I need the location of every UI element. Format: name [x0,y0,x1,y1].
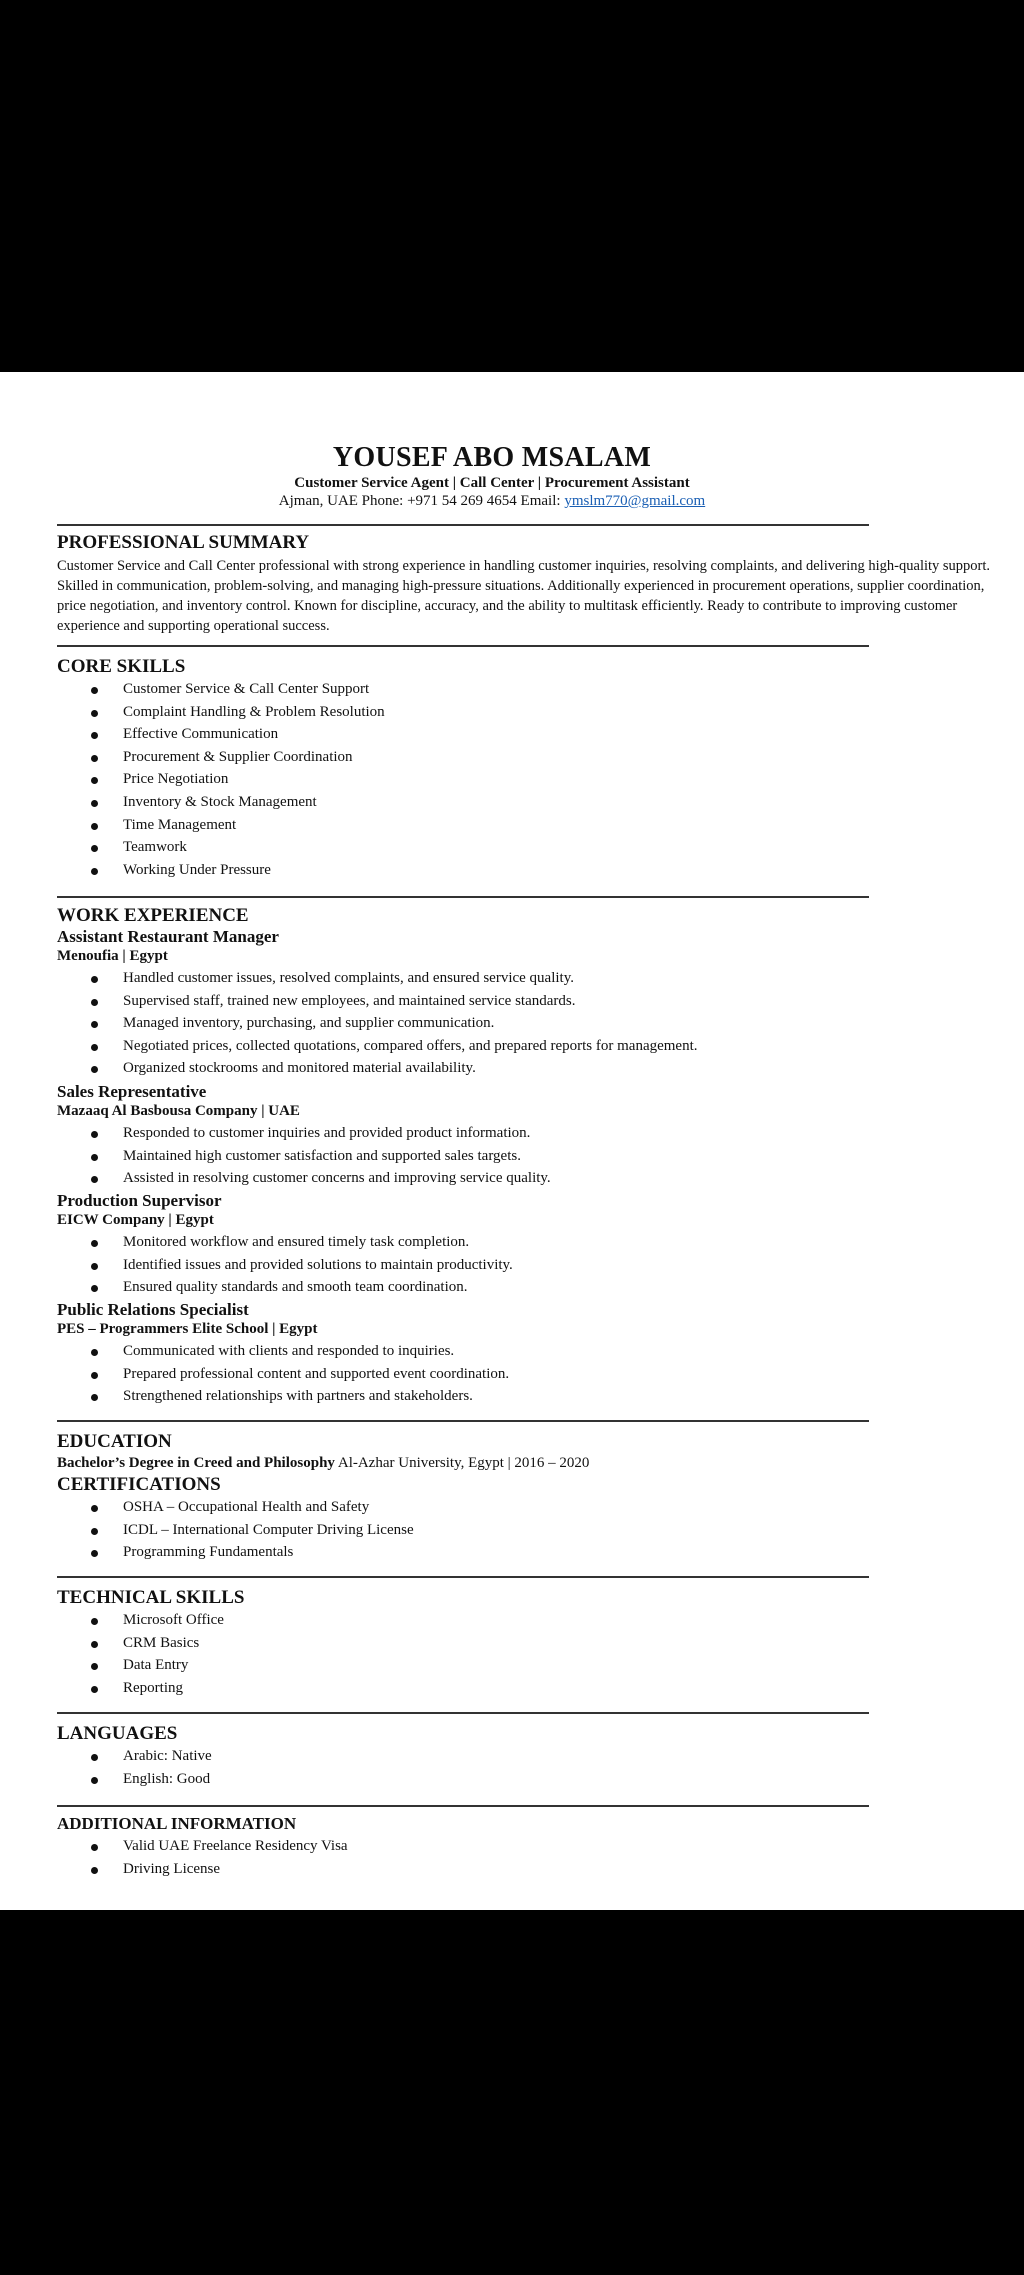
bullet-icon [91,732,98,739]
section-title-certifications: CERTIFICATIONS [57,1474,221,1495]
duty-text: Negotiated prices, collected quotations, compared offers, and prepared reports for management. [123,1037,698,1054]
job-duties-list [57,1340,509,1408]
education-degree: Bachelor’s Degree in Creed and Philosophy [57,1455,335,1471]
duty-text: Identified issues and provided solutions to maintain productivity. [123,1256,513,1273]
duty-text: Communicated with clients and responded to inquiries. [123,1343,455,1359]
education-entry [57,1455,589,1472]
core-skill-text: Working Under Pressure [123,861,271,878]
list-item [57,1276,513,1299]
language-text: Arabic: Native [123,1748,212,1764]
list-item [57,1167,551,1190]
list-item [57,1385,509,1408]
bullet-icon [91,868,98,875]
divider [57,524,869,526]
bullet-icon [91,777,98,784]
bullet-icon [91,1663,98,1670]
certification-text: Programming Fundamentals [123,1544,294,1561]
core-skill-text: Customer Service & Call Center Support [123,681,370,697]
divider [57,896,869,898]
divider [57,645,869,647]
section-title-languages: LANGUAGES [57,1723,178,1744]
bullet-icon [91,1777,98,1784]
email-link[interactable]: ymslm770@gmail.com [564,493,706,509]
section-title-education: EDUCATION [57,1431,172,1452]
list-item [57,1363,509,1386]
languages-list [57,1745,212,1790]
list-item [57,1254,513,1277]
bullet-icon [91,1641,98,1648]
certification-text: OSHA – Occupational Health and Safety [123,1499,370,1515]
duty-text: Handled customer issues, resolved complaints, and ensured service quality. [123,970,574,986]
certification-text: ICDL – International Computer Driving License [123,1521,414,1538]
bottom-black-band [0,1910,1024,2275]
technical-skill-text: CRM Basics [123,1634,200,1651]
job-duties-list [57,967,698,1080]
list-item [57,836,385,859]
bullet-icon [91,1686,98,1693]
core-skill-text: Effective Communication [123,726,279,743]
divider [57,1420,869,1422]
bullet-icon [91,1285,98,1292]
list-item [57,859,385,882]
language-text: English: Good [123,1770,211,1787]
bullet-icon [91,1131,98,1138]
technical-skill-text: Microsoft Office [123,1612,224,1628]
bullet-icon [91,1021,98,1028]
bullet-icon [91,687,98,694]
duty-text: Maintained high customer satisfaction and supported sales targets. [123,1147,521,1164]
duty-text: Supervised staff, trained new employees, and maintained service standards. [123,992,576,1009]
job-company: Mazaaq Al Basbousa Company | UAE [57,1103,300,1119]
bullet-icon [91,1263,98,1270]
list-item [57,1035,698,1058]
technical-skills-list [57,1609,224,1699]
bullet-icon [91,1844,98,1851]
bullet-icon [91,1394,98,1401]
list-item [57,701,385,724]
job-duties-list [57,1122,551,1190]
duty-text: Ensured quality standards and smooth team coordination. [123,1279,468,1296]
core-skill-text: Procurement & Supplier Coordination [123,748,353,765]
list-item [57,678,385,701]
resume-page [0,372,1024,1910]
divider [57,1805,869,1807]
list-item [57,1122,551,1145]
list-item [57,1654,224,1677]
duty-text: Responded to customer inquiries and provided product information. [123,1125,531,1141]
list-item [57,1340,509,1363]
section-title-additional-information: ADDITIONAL INFORMATION [57,1814,297,1833]
list-item [57,1012,698,1035]
list-item [57,768,385,791]
divider [57,1712,869,1714]
list-item [57,1632,224,1655]
bullet-icon [91,1044,98,1051]
bullet-icon [91,845,98,852]
duty-text: Monitored workflow and ensured timely task completion. [123,1234,470,1250]
bullet-icon [91,710,98,717]
list-item [57,1496,414,1519]
job-title: Sales Representative [57,1082,207,1101]
section-title-summary: PROFESSIONAL SUMMARY [57,532,310,553]
list-item [57,746,385,769]
additional-info-text: Driving License [123,1860,221,1877]
list-item [57,1231,513,1254]
section-title-technical-skills: TECHNICAL SKILLS [57,1587,245,1608]
job-duties-list [57,1231,513,1299]
bullet-icon [91,1528,98,1535]
education-details: Al-Azhar University, Egypt | 2016 – 2020 [337,1455,590,1471]
bullet-icon [91,1349,98,1356]
job-company: Menoufia | Egypt [57,948,168,964]
bullet-icon [91,1154,98,1161]
bullet-icon [91,1754,98,1761]
bullet-icon [91,1240,98,1247]
core-skill-text: Price Negotiation [123,771,229,788]
bullet-icon [91,823,98,830]
list-item [57,990,698,1013]
duty-text: Assisted in resolving customer concerns and improving service quality. [123,1170,551,1187]
bullet-icon [91,1550,98,1557]
bullet-icon [91,1066,98,1073]
job-title: Public Relations Specialist [57,1300,249,1319]
list-item [57,1835,348,1858]
list-item [57,1519,414,1542]
technical-skill-text: Data Entry [123,1657,189,1674]
summary-text: Customer Service and Call Center professional with strong experience in handling customer inquiries, resolving complaints, and delivering high-quality support. Skilled in communication, problem-solving, and managing high-pressure situations. Additionally experienced in procurement operations, supplier coordination, price negotiation, and inventory control. Known for discipline, accuracy, and the ability to multitask efficiently. Ready to contribute to improving customer experience and supporting operational success. [57,558,991,634]
list-item [57,1677,224,1700]
candidate-headline: Customer Service Agent | Call Center | Procurement Assistant [294,475,690,491]
divider [57,1576,869,1578]
job-company: PES – Programmers Elite School | Egypt [57,1321,318,1337]
duty-text: Prepared professional content and supported event coordination. [123,1365,510,1382]
list-item [57,1768,212,1791]
list-item [57,967,698,990]
job-company: EICW Company | Egypt [57,1212,214,1228]
job-title: Assistant Restaurant Manager [57,927,279,946]
core-skills-list [57,678,385,881]
bullet-icon [91,1176,98,1183]
duty-text: Managed inventory, purchasing, and supplier communication. [123,1015,495,1032]
bullet-icon [91,1372,98,1379]
additional-info-text: Valid UAE Freelance Residency Visa [123,1838,348,1854]
section-title-work-experience: WORK EXPERIENCE [57,905,249,926]
top-black-band [0,0,1024,372]
core-skill-text: Inventory & Stock Management [123,793,317,810]
list-item [57,1145,551,1168]
core-skill-text: Teamwork [123,839,187,856]
bullet-icon [91,800,98,807]
duty-text: Organized stockrooms and monitored material availability. [123,1060,476,1077]
section-title-core-skills: CORE SKILLS [57,656,186,677]
list-item [57,1609,224,1632]
bullet-icon [91,1867,98,1874]
list-item [57,723,385,746]
bullet-icon [91,755,98,762]
contact-line [57,493,927,510]
bullet-icon [91,999,98,1006]
candidate-name: YOUSEF ABO MSALAM [332,442,652,473]
list-item [57,791,385,814]
core-skill-text: Time Management [123,816,237,833]
bullet-icon [91,1618,98,1625]
list-item [57,1745,212,1768]
duty-text: Strengthened relationships with partners and stakeholders. [123,1388,473,1405]
core-skill-text: Complaint Handling & Problem Resolution [123,703,385,720]
certifications-list [57,1496,414,1564]
bullet-icon [91,976,98,983]
list-item [57,1541,414,1564]
list-item [57,814,385,837]
list-item [57,1057,698,1080]
contact-details: Ajman, UAE Phone: +971 54 269 4654 Email: [278,493,561,509]
additional-info-list [57,1835,348,1880]
bullet-icon [91,1505,98,1512]
job-title: Production Supervisor [57,1191,222,1210]
technical-skill-text: Reporting [123,1679,183,1696]
list-item [57,1858,348,1881]
